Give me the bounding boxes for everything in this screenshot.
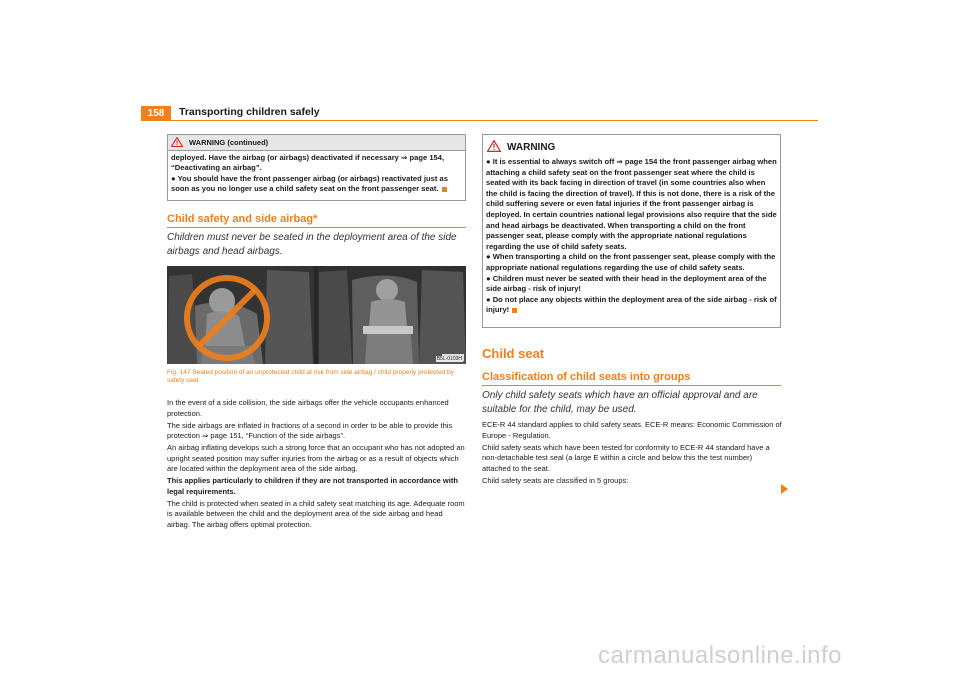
body-paragraph: An airbag inflating develops such a strong force that an occupant who has not adopted an upright seated position may suffer injuries from the airbag or as a result of objects which are located within the deployment area of the side airbag. [167,443,465,473]
warning-continued-para: deployed. Have the airbag (or airbags) deactivated if necessary ⇒ page 154, “Deactivating an airbag”. [171,153,445,173]
section-title-classification: Classification of child seats into groups [482,371,691,383]
warning-bullet-1-text: It is essential to always switch off ⇒ page 154 the front passenger airbag when attaching a child safety seat on the front passenger seat where the child is seated with its back facing in direction of travel (in some countries also when the child is facing the direction of travel). If this is not done, there is a risk of the child suffering severe or even fatal injuries if the front passenger airbag is deployed. In certain countries national legal provisions also require that the side and head airbags be deactivated. When transporting a child on the front passenger seat, please comply with the appropriate national regulations regarding the use of child safety seats. [486,157,777,251]
chapter-title-child-seat: Child seat [482,346,545,361]
body-paragraph: The side airbags are inflated in fractions of a second in order to be able to provide this protection ⇒ page 151, “Function of the side airbags”. [167,420,453,440]
header-rule [141,120,818,121]
figure-147 [167,266,466,364]
warning-triangle-icon [487,140,501,155]
section-intro: Children must never be seated in the deployment area of the side airbags and head airbags. [167,232,457,257]
warning-box [482,134,781,328]
warning-continued-title: WARNING (continued) [189,138,269,147]
warning-bullet-3 [486,274,777,295]
running-title: Transporting children safely [179,106,320,118]
bullet-icon: ● [486,252,493,262]
body-paragraph-bold: This applies particularly to children if they are not transported in accordance with legal requirements. [167,476,458,496]
warning-continued-bullet [171,174,462,195]
warning-bullet-2-text: When transporting a child on the front passenger seat, please comply with the appropriate national regulations regarding the use of child safety seats. [486,252,776,272]
end-marker-icon [512,308,517,313]
body-paragraph: ECE-R 44 standard applies to child safety seats. ECE-R means: Economic Commission of Europe - Regulation. [482,420,782,440]
bullet-icon: ● [171,173,178,183]
warning-bullet-4-text: Do not place any objects within the deployment area of the side airbag - risk of injury! [486,294,777,315]
end-marker-icon [442,187,447,192]
section-title-side-airbag: Child safety and side airbag* [167,213,318,225]
warning-bullet-2 [486,252,777,273]
bullet-icon: ● [486,294,493,304]
figure-caption: Fig. 147 Seated position of an unprotected child at risk from side airbag / child properly protected by safety seat [167,369,454,384]
warning-bullet-1 [486,157,777,252]
body-paragraph: Child safety seats which have been tested for conformity to ECE-R 44 standard have a non-detachable test seal (a large E within a circle and below this the test number) attached to the seat. [482,442,770,473]
warning-continued-bullet-text: You should have the front passenger airbag (or airbags) reactivated just as soon as you no longer use a child safety seat on the front passenger seat. [171,173,448,194]
bullet-icon: ● [486,273,493,283]
warning-bullet-4 [486,295,777,316]
section-intro: Only child safety seats which have an official approval and are suitable for the child, may be used. [482,390,758,415]
continue-arrow-icon [781,484,788,494]
body-paragraph: The child is protected when seated in a child safety seat matching its age. Adequate room is available between the child and the deployment area of the side airbag and head airbag. The airbag offers optimal protection. [167,498,465,529]
watermark: carmanualsonline.info [598,642,842,669]
page-number: 158 [141,106,171,121]
left-body [167,398,467,532]
warning-header [483,135,780,157]
warning-continued-header [168,135,465,151]
right-body [482,420,782,488]
section-rule [167,227,466,228]
warning-triangle-icon [171,137,183,149]
body-paragraph: Child safety seats are classified in 5 groups: [482,475,629,485]
section-rule [482,385,781,386]
warning-bullet-3-text: Children must never be seated with their head in the deployment area of the side airbag - risk of injury! [486,273,767,294]
warning-title: WARNING [507,142,556,153]
figure-illustration [167,266,466,364]
bullet-icon: ● [486,157,493,166]
warning-continued-box [167,134,466,201]
body-paragraph: In the event of a side collision, the side airbags offer the vehicle occupants enhanced protection. [167,398,449,418]
figure-code: B5L-0103H [436,356,462,362]
